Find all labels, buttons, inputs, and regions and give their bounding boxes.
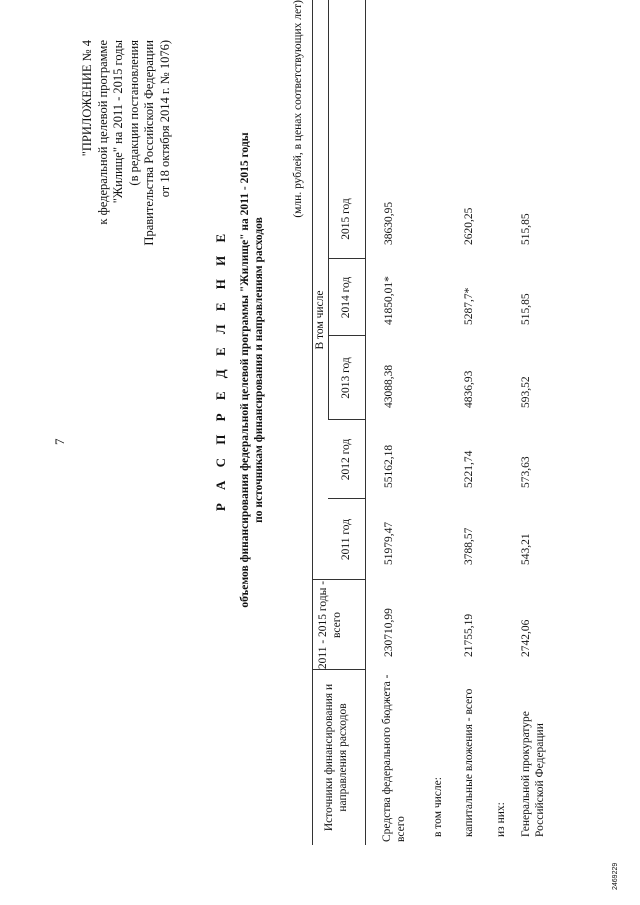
- row-value-2011: 543,21: [520, 533, 532, 565]
- page-number: 7: [52, 438, 67, 445]
- row-label: капитальные вложения - всего: [463, 688, 475, 837]
- row-value-2013: 4836,93: [463, 370, 475, 408]
- header-year-2011: 2011 год: [340, 518, 352, 561]
- appendix-line: от 18 октября 2014 г. № 1076): [157, 40, 172, 198]
- row-value-2015: 2620,25: [463, 207, 475, 245]
- header-year-2012: 2012 год: [340, 438, 352, 481]
- document-subtitle: [238, 0, 266, 820]
- header-source: Источники финансирования и направления расходов: [323, 683, 349, 832]
- header-divider: [328, 0, 329, 420]
- row-value-2012: 573,63: [520, 456, 532, 488]
- row-total: 2742,06: [520, 619, 532, 657]
- appendix-line: "ПРИЛОЖЕНИЕ № 4: [80, 40, 94, 157]
- subtitle-line: объемов финансирования федеральной целевой программы "Жилище" на 2011 - 2015 годы: [239, 132, 251, 608]
- row-value-2013: 43088,38: [383, 364, 395, 408]
- row-value-2012: 5221,74: [463, 450, 475, 488]
- section-label: в том числе:: [432, 777, 444, 837]
- row-value-2014: 41850,01*: [383, 276, 395, 325]
- row-value-2014: 515,85: [520, 293, 532, 325]
- header-total: 2011 - 2015 годы - всего: [317, 580, 343, 670]
- section-label: из них:: [495, 802, 507, 837]
- row-value-2011: 51979,47: [383, 521, 395, 565]
- row-label: Генеральной прокуратуре Российской Федерации: [520, 711, 546, 837]
- appendix-line: к федеральной целевой программе: [95, 40, 110, 225]
- units-note: (млн. рублей, в ценах соответствующих лет): [292, 0, 304, 218]
- subtitle-line: по источникам финансирования и направлениям расходов: [253, 217, 265, 523]
- row-total: 21755,19: [463, 613, 475, 657]
- appendix-line: (в редакции постановления: [126, 40, 141, 186]
- row-label: Средства федерального бюджета - всего: [381, 674, 407, 842]
- row-value-2013: 593,52: [520, 376, 532, 408]
- row-total: 230710,99: [383, 608, 395, 657]
- header-bottom-line: [365, 0, 366, 845]
- row-value-2012: 55162,18: [383, 444, 395, 488]
- row-value-2015: 38630,95: [383, 201, 395, 245]
- appendix-line: "Жилище" на 2011 - 2015 годы: [111, 40, 125, 204]
- row-value-2014: 5287,7*: [463, 287, 475, 325]
- table-border-top: [312, 0, 313, 845]
- row-value-2015: 515,85: [520, 213, 532, 245]
- appendix-note: [80, 40, 173, 400]
- header-including: В том числе: [314, 290, 326, 350]
- appendix-line: Правительства Российской Федерации: [142, 40, 156, 246]
- header-year-2014: 2014 год: [340, 276, 352, 319]
- document-stamp: 2469229: [612, 862, 619, 890]
- document-heading: Р А С П Р Е Д Е Л Е Н И Е: [213, 228, 228, 512]
- header-year-2015: 2015 год: [340, 198, 352, 240]
- header-year-2013: 2013 год: [340, 357, 352, 399]
- row-value-2011: 3788,57: [463, 527, 475, 565]
